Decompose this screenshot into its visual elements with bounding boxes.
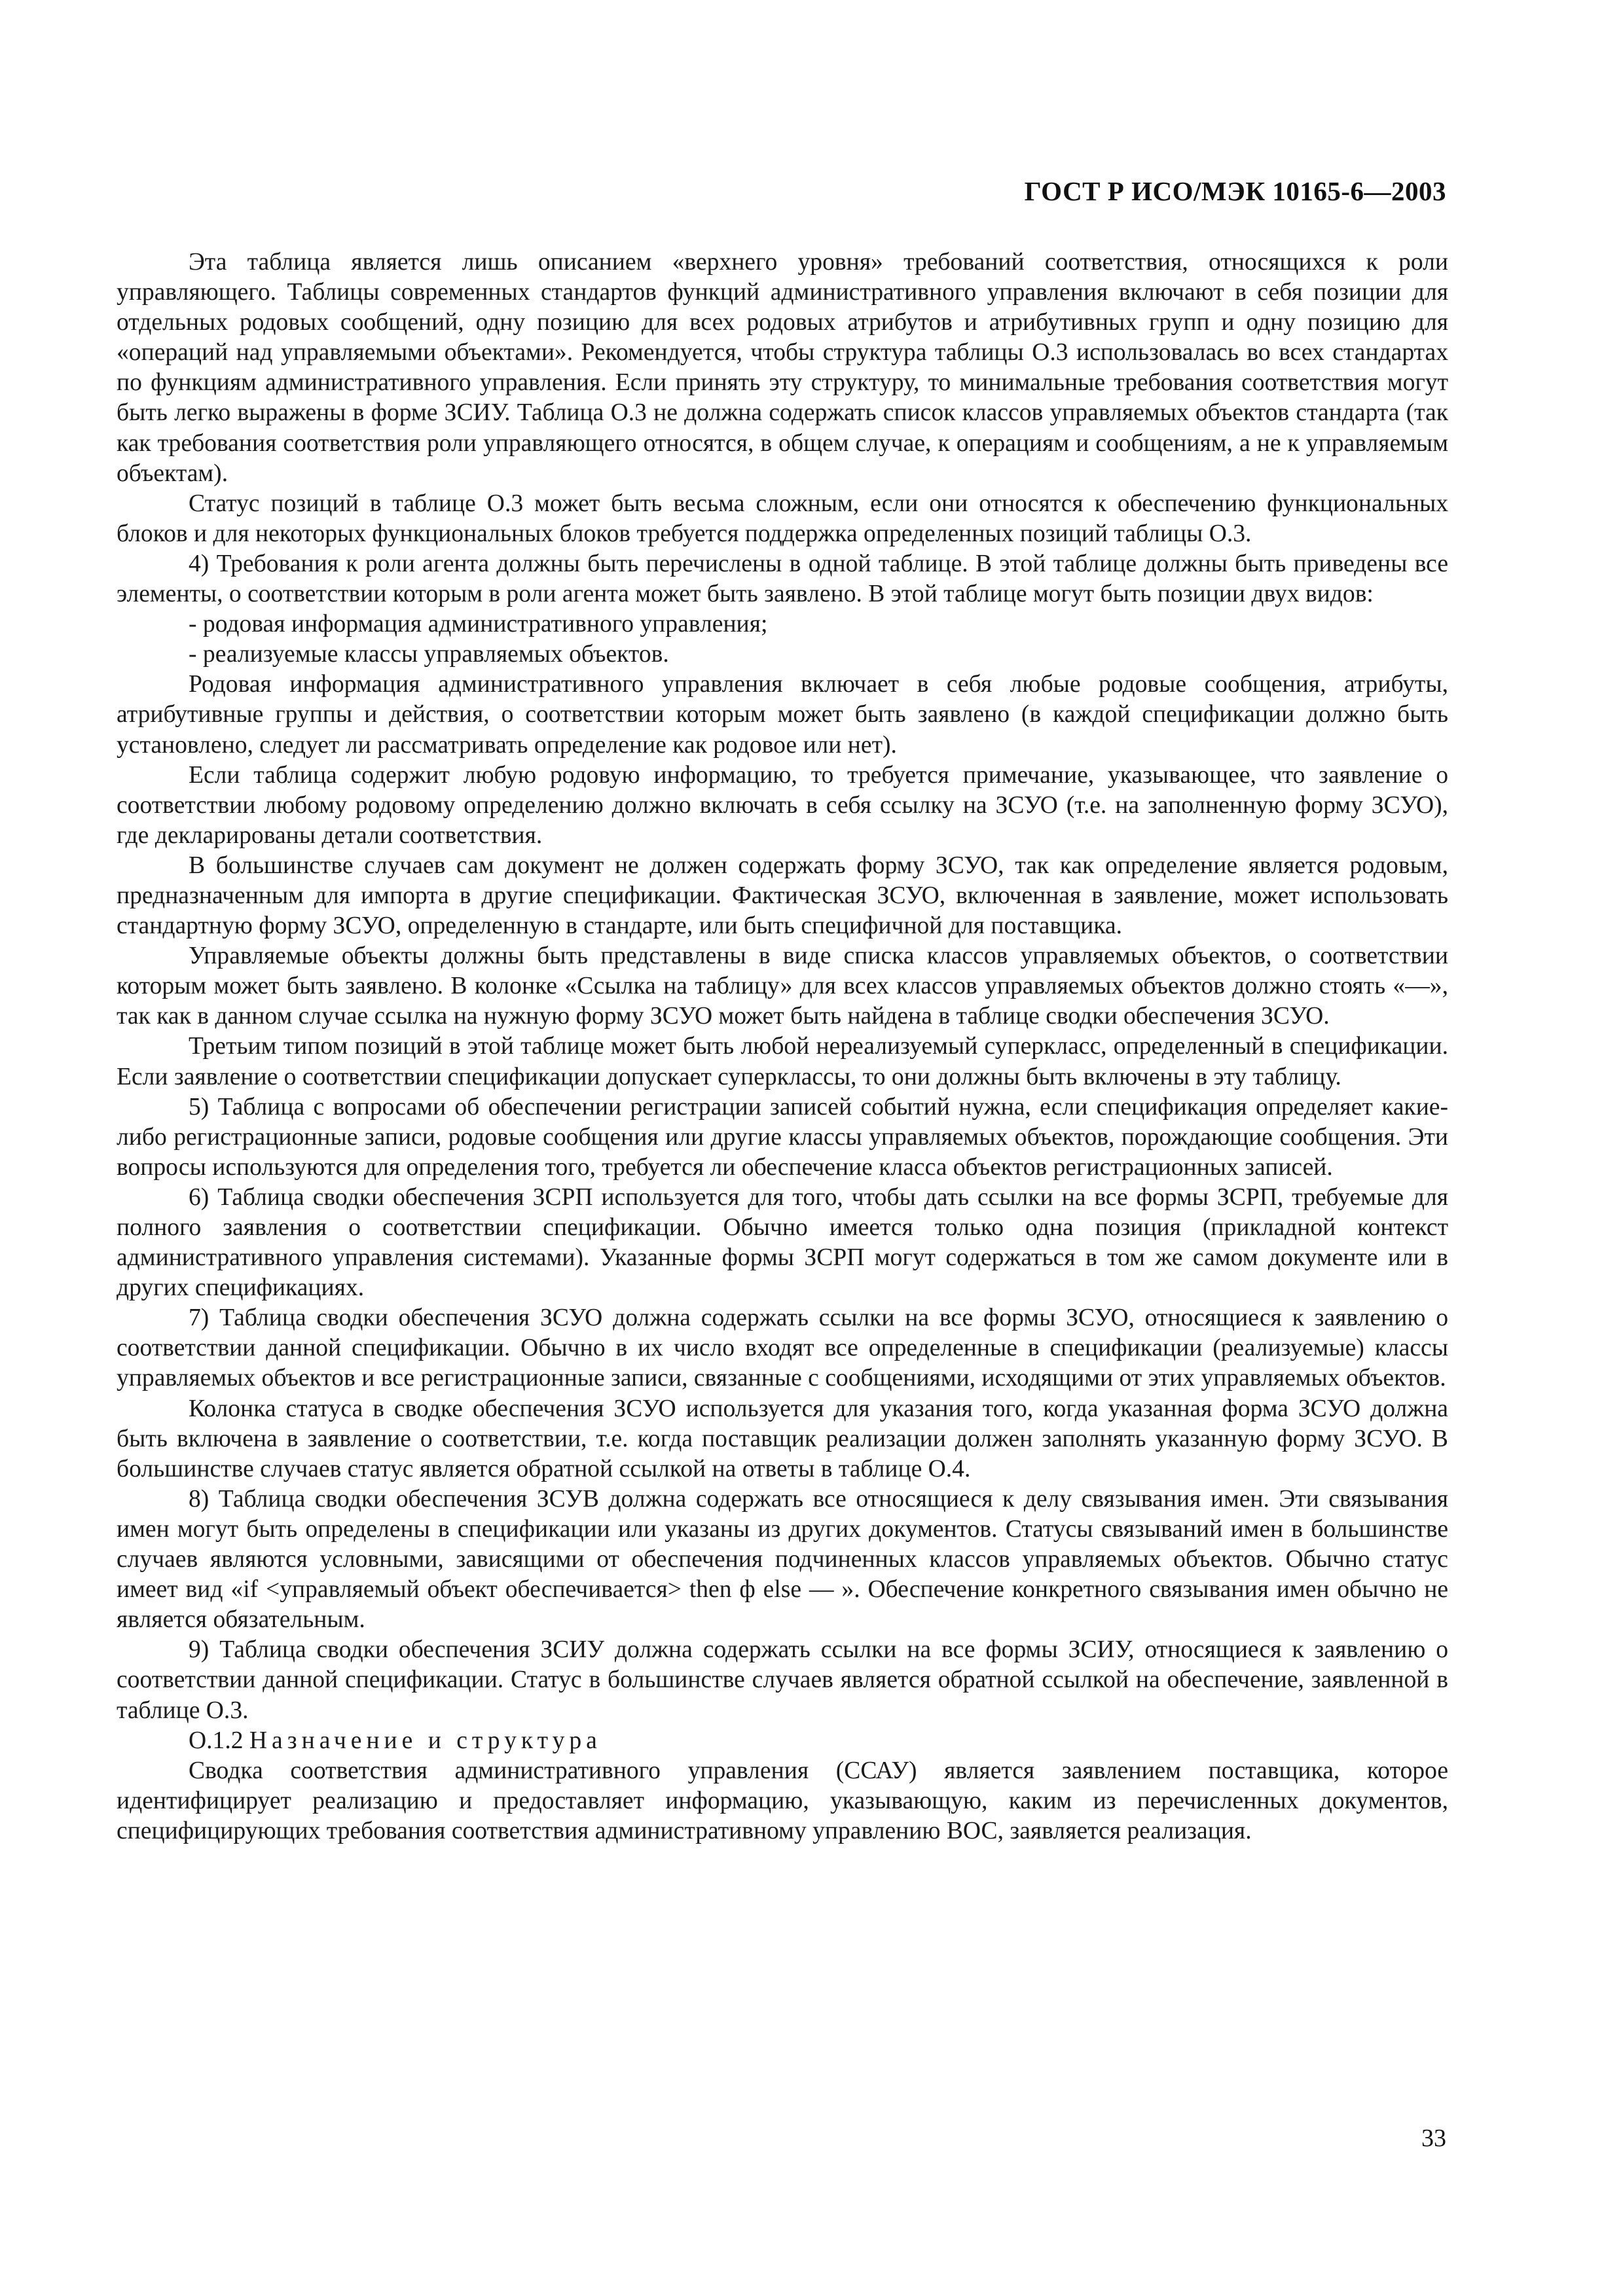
paragraph: 8) Таблица сводки обеспечения ЗСУВ должна содержать все относящиеся к делу связывания имен. Эти связывания имен могут быть определены в спецификации или указаны из других документов. Статусы связываний имен в большинстве случаев являются условными, зависящими от обеспечения подчиненных классов управляемых объектов. Обычно статус имеет вид «if <управляемый объект обеспечивается> then ф else — ». Обеспечение конкретного связывания имен обычно не является обязательным. (117, 1485, 1448, 1634)
paragraph: Эта таблица является лишь описанием «верхнего уровня» требований соответствия, относящихся к роли управляющего. Таблицы современных стандартов функций административного управления включают в себя позиции для отдельных родовых сообщений, одну позицию для всех родовых атрибутов и атрибутивных групп и одну позицию для «операций над управляемыми объектами». Рекомендуется, чтобы структура таблицы О.3 использовалась во всех стандартах по функциям административного управления. Если принять эту структуру, то минимальные требования соответствия могут быть легко выражены в форме ЗСИУ. Таблица О.3 не должна содержать список классов управляемых объектов стандарта (так как требования соответствия роли управляющего относятся, в общем случае, к операциям и сообщениям, а не к управляемым объектам). (117, 249, 1448, 487)
body-text (117, 247, 1448, 1846)
page-number: 33 (1421, 2125, 1446, 2152)
section-title: Назначение и структура (249, 1727, 602, 1754)
paragraph: 4) Требования к роли агента должны быть перечислены в одной таблице. В этой таблице должны быть приведены все элементы, о соответствии которым в роли агента может быть заявлено. В этой таблице могут быть позиции двух видов: (117, 550, 1448, 608)
paragraph: Родовая информация административного управления включает в себя любые родовые сообщения, атрибуты, атрибутивные группы и действия, о соответствии которым может быть заявлено (в каждой спецификации должно быть установлено, следует ли рассматривать определение как родовое или нет). (117, 671, 1448, 759)
paragraph: 7) Таблица сводки обеспечения ЗСУО должна содержать ссылки на все формы ЗСУО, относящиеся к заявлению о соответствии данной спецификации. Обычно в их число входят все определенные в спецификации (реализуемые) классы управляемых объектов и все регистрационные записи, связанные с сообщениями, исходящими от этих управляемых объектов. (117, 1304, 1448, 1392)
paragraph: Сводка соответствия административного управления (ССАУ) является заявлением поставщика, которое идентифицирует реализацию и предоставляет информацию, указывающую, каким из перечисленных документов, специфицирующих требования соответствия административному управлению ВОС, заявляется реализация. (117, 1757, 1448, 1844)
paragraph: 6) Таблица сводки обеспечения ЗСРП используется для того, чтобы дать ссылки на все формы ЗСРП, требуемые для полного заявления о соответствии спецификации. Обычно имеется только одна позиция (прикладной контекст административного управления системами). Указанные формы ЗСРП могут содержаться в том же самом документе или в других спецификациях. (117, 1183, 1448, 1302)
paragraph: Управляемые объекты должны быть представлены в виде списка классов управляемых объектов, о соответствии которым может быть заявлено. В колонке «Ссылка на таблицу» для всех классов управляемых объектов должно стоять «—», так как в данном случае ссылка на нужную форму ЗСУО может быть найдена в таблице сводки обеспечения ЗСУО. (117, 942, 1448, 1030)
section-heading (117, 1726, 1448, 1756)
paragraph: Колонка статуса в сводке обеспечения ЗСУО используется для указания того, когда указанная форма ЗСУО должна быть включена в заявление о соответствии, т.е. когда поставщик реализации должен заполнять указанную форму ЗСУО. В большинстве случаев статус является обратной ссылкой на ответы в таблице О.4. (117, 1395, 1448, 1482)
section-number: О.1.2 (189, 1727, 244, 1754)
list-item: - родовая информация административного управления; (189, 611, 768, 638)
paragraph: Если таблица содержит любую родовую информацию, то требуется примечание, указывающее, что заявление о соответствии любому родовому определению должно включать в себя ссылку на ЗСУО (т.е. на заполненную форму ЗСУО), где декларированы детали соответствия. (117, 761, 1448, 849)
paragraph: Третьим типом позиций в этой таблице может быть любой нереализуемый суперкласс, определенный в спецификации. Если заявление о соответствии спецификации допускает суперклассы, то они должны быть включены в эту таблицу. (117, 1033, 1448, 1090)
standard-header: ГОСТ Р ИСО/МЭК 10165-6—2003 (1024, 176, 1446, 206)
paragraph: 9) Таблица сводки обеспечения ЗСИУ должна содержать ссылки на все формы ЗСИУ, относящиеся к заявлению о соответствии данной спецификации. Статус в большинстве случаев является обратной ссылкой на обеспечение, заявленной в таблице О.3. (117, 1636, 1448, 1724)
list-item: - реализуемые классы управляемых объектов. (189, 641, 669, 668)
paragraph: Статус позиций в таблице О.3 может быть весьма сложным, если они относятся к обеспечению функциональных блоков и для некоторых функциональных блоков требуется поддержка определенных позиций таблицы О.3. (117, 490, 1448, 547)
paragraph: В большинстве случаев сам документ не должен содержать форму ЗСУО, так как определение является родовым, предназначенным для импорта в другие спецификации. Фактическая ЗСУО, включенная в заявление, может использовать стандартную форму ЗСУО, определенную в стандарте, или быть специфичной для поставщика. (117, 852, 1448, 940)
paragraph: 5) Таблица с вопросами об обеспечении регистрации записей событий нужна, если спецификация определяет какие-либо регистрационные записи, родовые сообщения или другие классы управляемых объектов, порождающие сообщения. Эти вопросы используются для определения того, требуется ли обеспечение класса объектов регистрационных записей. (117, 1093, 1448, 1181)
